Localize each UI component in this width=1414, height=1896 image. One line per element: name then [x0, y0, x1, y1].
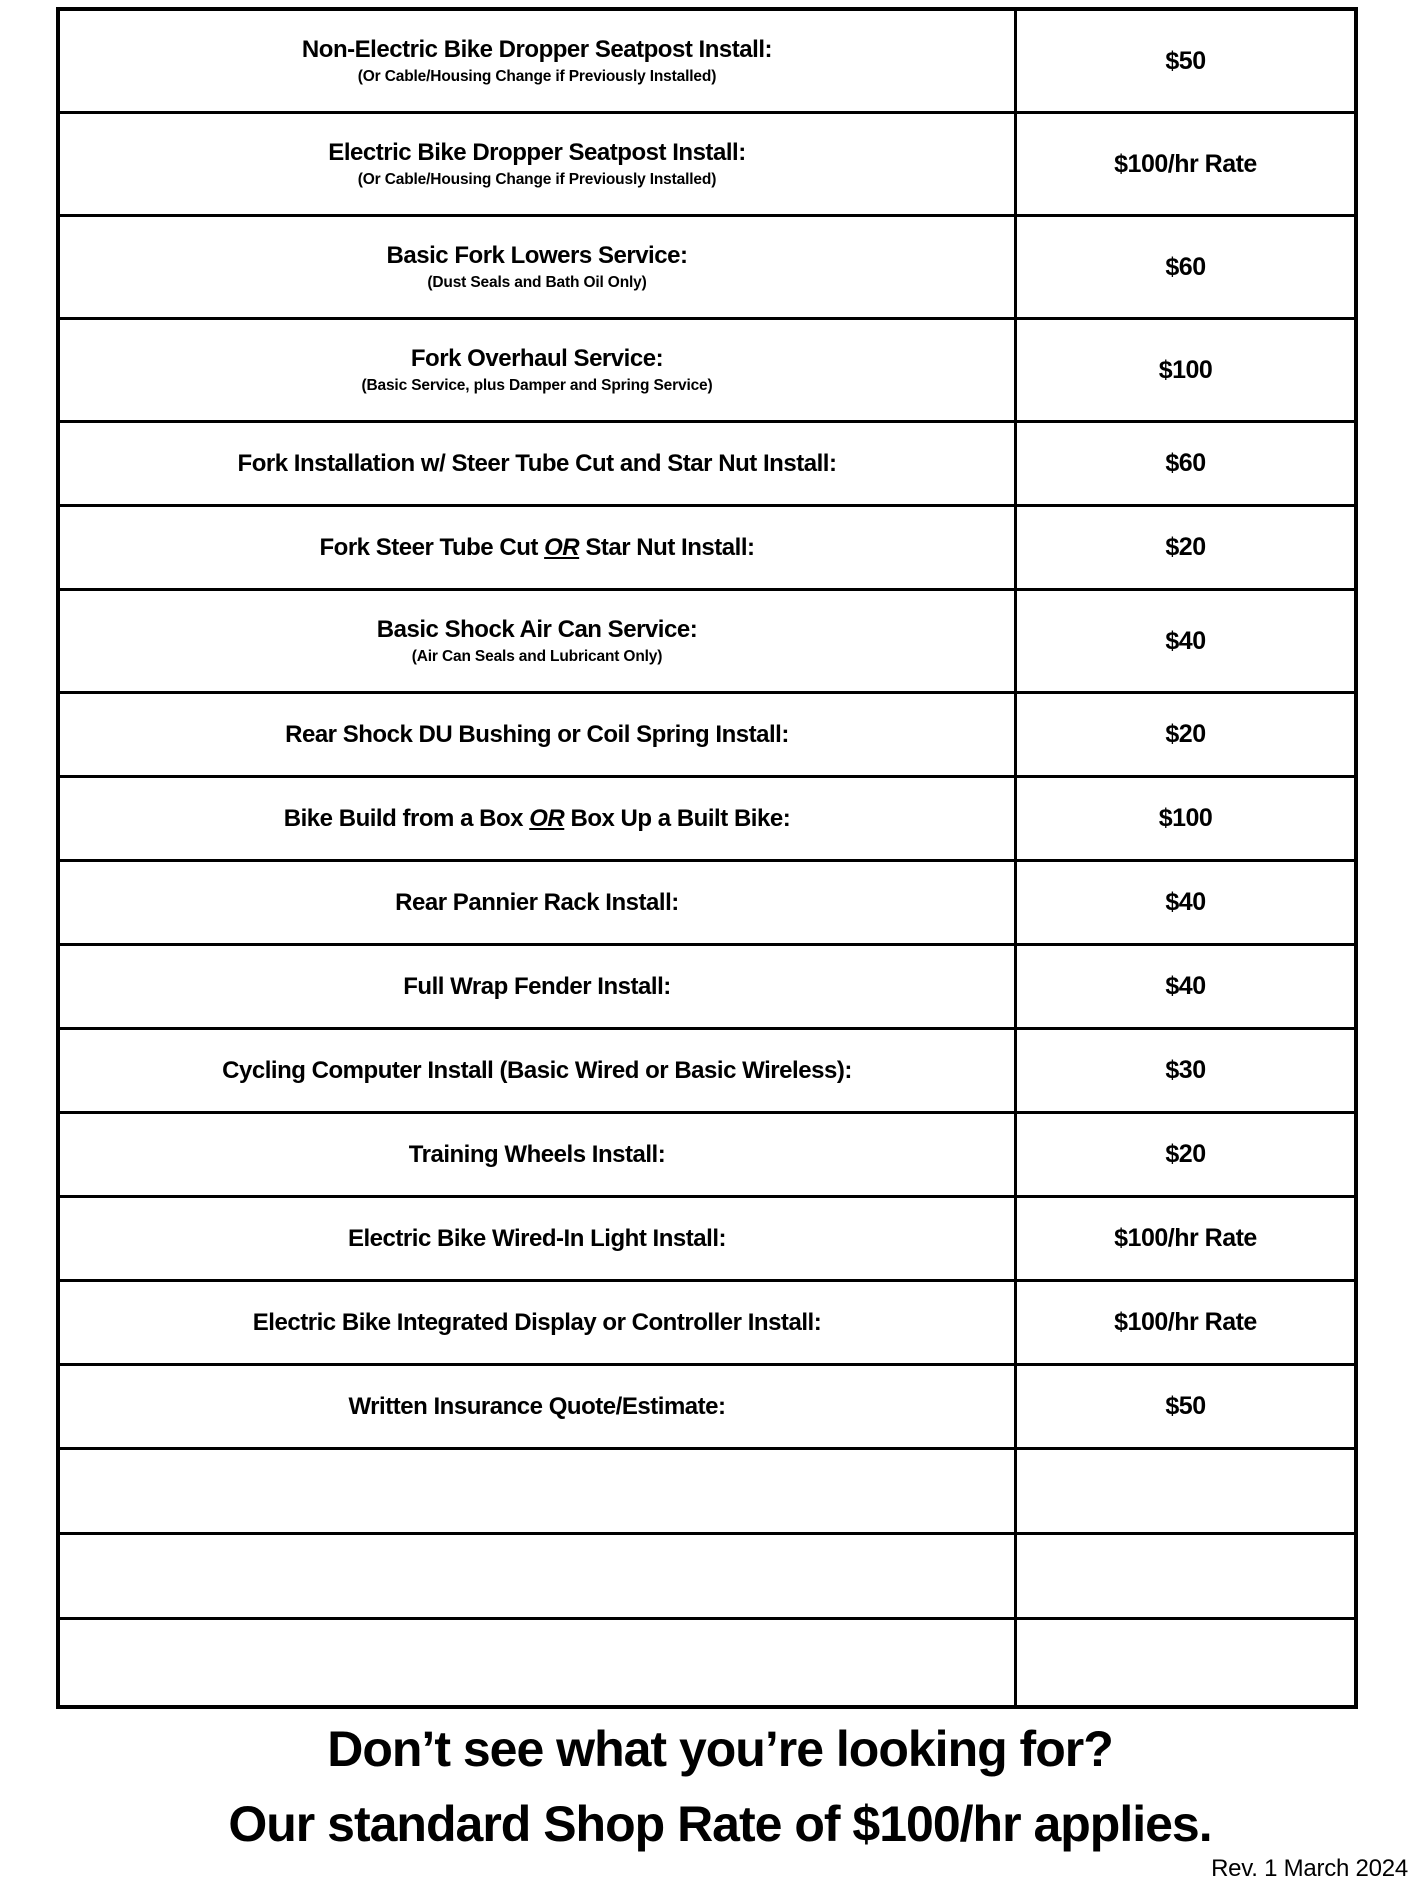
revision-note: Rev. 1 March 2024 — [1211, 1855, 1408, 1882]
table-row — [60, 1620, 1354, 1705]
service-detail: (Or Cable/Housing Change if Previously Installed) — [357, 67, 717, 85]
service-title: Electric Bike Wired-In Light Install: — [347, 1224, 727, 1252]
service-cell — [60, 1535, 1017, 1617]
price-cell — [1017, 1450, 1354, 1532]
table-row — [60, 217, 1354, 320]
service-cell — [60, 1450, 1017, 1532]
price-cell: $100/hr Rate — [1114, 149, 1257, 178]
price-cell: $20 — [1165, 720, 1206, 748]
service-detail: (Air Can Seals and Lubricant Only) — [411, 647, 663, 665]
service-cell — [60, 507, 1017, 588]
footer-line-1: Don’t see what you’re looking for? — [327, 1721, 1113, 1777]
service-cell — [60, 1620, 1017, 1705]
price-cell: $100 — [1158, 804, 1213, 832]
service-cell — [60, 694, 1017, 775]
table-row — [60, 1366, 1354, 1450]
price-cell: $100 — [1158, 355, 1213, 384]
table-row — [60, 114, 1354, 217]
service-title: Bike Build from a Box OR Box Up a Built Bike: — [283, 804, 791, 832]
service-cell — [60, 217, 1017, 317]
service-title: Fork Installation w/ Steer Tube Cut and Star Nut Install: — [237, 449, 837, 477]
table-row — [60, 778, 1354, 862]
service-title: Non-Electric Bike Dropper Seatpost Install: — [301, 36, 773, 64]
table-row — [60, 11, 1354, 114]
service-title: Electric Bike Integrated Display or Controller Install: — [252, 1308, 822, 1336]
service-title: Cycling Computer Install (Basic Wired or Basic Wireless): — [222, 1056, 852, 1084]
table-row — [60, 946, 1354, 1030]
price-cell: $20 — [1165, 1140, 1206, 1168]
price-cell: $50 — [1165, 1392, 1206, 1420]
table-row — [60, 320, 1354, 423]
table-row — [60, 1114, 1354, 1198]
service-cell — [60, 1030, 1017, 1111]
service-title: Rear Pannier Rack Install: — [395, 888, 679, 916]
price-cell: $100/hr Rate — [1114, 1224, 1257, 1252]
service-cell — [60, 423, 1017, 504]
emphasized-word: OR — [544, 533, 580, 561]
table-row — [60, 862, 1354, 946]
service-title: Written Insurance Quote/Estimate: — [348, 1392, 726, 1420]
footer-note — [26, 1712, 1414, 1862]
price-cell: $40 — [1165, 626, 1206, 655]
price-cell: $50 — [1165, 46, 1206, 75]
price-cell: $40 — [1165, 972, 1206, 1000]
service-cell — [60, 114, 1017, 214]
price-cell: $20 — [1165, 533, 1206, 561]
price-cell: $30 — [1165, 1056, 1206, 1084]
service-cell — [60, 11, 1017, 111]
service-cell — [60, 320, 1017, 420]
service-cell — [60, 591, 1017, 691]
table-row — [60, 1535, 1354, 1620]
price-cell: $60 — [1165, 449, 1206, 477]
service-title: Fork Overhaul Service: — [410, 345, 664, 373]
footer-line-2: Our standard Shop Rate of $100/hr applies. — [228, 1796, 1212, 1852]
service-title: Fork Steer Tube Cut OR Star Nut Install: — [319, 533, 755, 561]
price-cell: $40 — [1165, 888, 1206, 916]
table-row — [60, 1450, 1354, 1535]
price-cell: $100/hr Rate — [1114, 1308, 1257, 1336]
service-price-table — [56, 7, 1358, 1709]
service-title: Basic Fork Lowers Service: — [386, 242, 688, 270]
emphasized-word: OR — [529, 804, 565, 832]
service-cell — [60, 1198, 1017, 1279]
service-cell — [60, 1366, 1017, 1447]
service-detail: (Or Cable/Housing Change if Previously Installed) — [357, 170, 717, 188]
service-cell — [60, 1114, 1017, 1195]
service-title: Electric Bike Dropper Seatpost Install: — [328, 139, 746, 167]
service-title: Training Wheels Install: — [408, 1140, 666, 1168]
service-title: Rear Shock DU Bushing or Coil Spring Install: — [285, 720, 789, 748]
service-cell — [60, 778, 1017, 859]
table-row — [60, 1282, 1354, 1366]
service-detail: (Basic Service, plus Damper and Spring Service) — [361, 376, 713, 394]
service-title: Basic Shock Air Can Service: — [376, 616, 698, 644]
price-cell — [1017, 1535, 1354, 1617]
table-row — [60, 507, 1354, 591]
service-cell — [60, 862, 1017, 943]
service-title: Full Wrap Fender Install: — [403, 972, 671, 1000]
price-cell: $60 — [1165, 252, 1206, 281]
table-row — [60, 1030, 1354, 1114]
table-row — [60, 694, 1354, 778]
price-cell — [1017, 1620, 1354, 1705]
table-row — [60, 423, 1354, 507]
service-cell — [60, 946, 1017, 1027]
service-detail: (Dust Seals and Bath Oil Only) — [427, 273, 647, 291]
table-row — [60, 1198, 1354, 1282]
service-cell — [60, 1282, 1017, 1363]
table-row — [60, 591, 1354, 694]
